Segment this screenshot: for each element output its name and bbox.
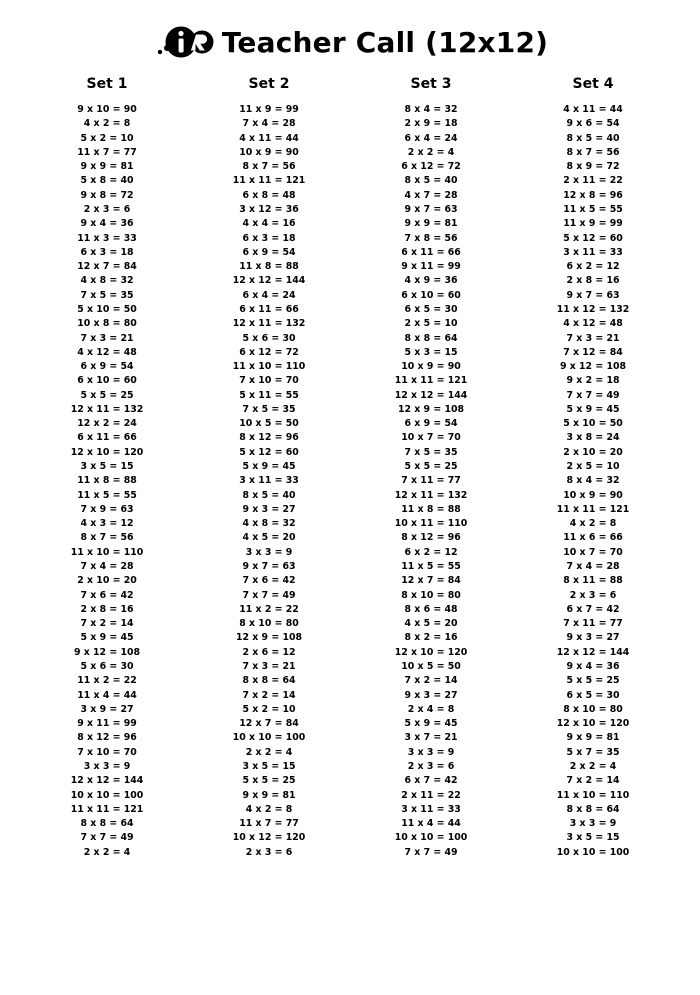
- list-item: 2 x 2 = 4: [245, 746, 293, 758]
- list-item: 5 x 7 = 35: [566, 746, 620, 758]
- list-item: 5 x 8 = 40: [80, 175, 134, 187]
- list-item: 7 x 12 = 84: [563, 346, 623, 358]
- list-item: 3 x 5 = 15: [566, 832, 620, 844]
- list-item: 8 x 6 = 48: [404, 603, 458, 615]
- list-item: 7 x 3 = 21: [80, 332, 134, 344]
- list-item: 5 x 5 = 25: [404, 461, 458, 473]
- list-item: 9 x 2 = 18: [566, 375, 620, 387]
- list-item: 5 x 5 = 25: [80, 389, 134, 401]
- list-item: 6 x 8 = 48: [242, 189, 296, 201]
- list-item: 7 x 7 = 49: [80, 832, 134, 844]
- set-title: Set 3: [410, 76, 452, 92]
- list-item: 9 x 4 = 36: [566, 660, 620, 672]
- list-item: 11 x 8 = 88: [239, 261, 299, 273]
- list-item: 9 x 9 = 81: [404, 218, 458, 230]
- list-item: 10 x 9 = 90: [401, 361, 461, 373]
- list-item: 7 x 3 = 21: [566, 332, 620, 344]
- list-item: 12 x 10 = 120: [70, 446, 144, 458]
- list-item: 12 x 9 = 108: [235, 632, 303, 644]
- list-item: 11 x 6 = 66: [563, 532, 623, 544]
- list-item: 7 x 5 = 35: [404, 446, 458, 458]
- list-item: 9 x 3 = 27: [242, 503, 296, 515]
- list-item: 11 x 10 = 110: [232, 361, 306, 373]
- list-item: 6 x 2 = 12: [566, 261, 620, 273]
- list-item: 10 x 5 = 50: [401, 660, 461, 672]
- list-item: 2 x 10 = 20: [77, 575, 137, 587]
- list-item: 10 x 11 = 110: [394, 518, 468, 530]
- list-item: 10 x 7 = 70: [563, 546, 623, 558]
- list-item: 10 x 9 = 90: [239, 146, 299, 158]
- list-item: 12 x 7 = 84: [401, 575, 461, 587]
- list-item: 11 x 5 = 55: [401, 561, 461, 572]
- list-item: 7 x 6 = 42: [242, 575, 296, 587]
- list-item: 5 x 6 = 30: [80, 660, 134, 672]
- list-item: 12 x 8 = 96: [563, 189, 623, 201]
- list-item: 5 x 12 = 60: [239, 446, 299, 458]
- list-item: 7 x 5 = 35: [80, 289, 134, 301]
- list-item: 2 x 10 = 20: [563, 446, 623, 458]
- list-item: 6 x 11 = 66: [77, 432, 137, 444]
- list-item: 7 x 4 = 28: [242, 118, 296, 130]
- list-item: 12 x 10 = 120: [394, 646, 468, 658]
- list-item: 3 x 11 = 33: [239, 475, 299, 487]
- set-title: Set 1: [86, 76, 128, 92]
- list-item: 6 x 12 = 72: [239, 346, 299, 358]
- set-column-1: [26, 76, 188, 860]
- list-item: 8 x 9 = 72: [566, 161, 620, 173]
- list-item: 6 x 4 = 24: [404, 132, 458, 144]
- list-item: 11 x 11 = 121: [232, 175, 306, 187]
- list-item: 4 x 8 = 32: [80, 275, 134, 287]
- list-item: 12 x 11 = 132: [394, 489, 468, 501]
- list-item: 11 x 8 = 88: [77, 475, 137, 487]
- list-item: 4 x 9 = 36: [404, 275, 458, 287]
- list-item: 4 x 8 = 32: [242, 518, 296, 530]
- list-item: 11 x 7 = 77: [77, 146, 137, 158]
- list-item: 8 x 11 = 88: [563, 575, 623, 587]
- list-item: 5 x 9 = 45: [566, 403, 620, 415]
- list-item: 6 x 2 = 12: [404, 546, 458, 558]
- list-item: 3 x 8 = 24: [566, 432, 620, 444]
- list-item: 7 x 8 = 56: [404, 232, 458, 244]
- list-item: 10 x 12 = 120: [232, 832, 306, 844]
- list-item: 6 x 5 = 30: [404, 303, 458, 315]
- list-item: 10 x 10 = 100: [556, 846, 630, 858]
- list-item: 5 x 12 = 60: [563, 232, 623, 244]
- list-item: 8 x 8 = 64: [242, 675, 296, 687]
- list-item: 4 x 5 = 20: [404, 618, 458, 630]
- list-item: 4 x 2 = 8: [245, 803, 293, 815]
- list-item: 8 x 7 = 56: [566, 146, 620, 158]
- list-item: 11 x 5 = 55: [77, 489, 137, 501]
- list-item: 2 x 6 = 12: [242, 646, 296, 658]
- list-item: 12 x 7 = 84: [77, 261, 137, 273]
- list-item: 8 x 5 = 40: [404, 175, 458, 187]
- list-item: 7 x 11 = 77: [401, 475, 461, 487]
- list-item: 6 x 7 = 42: [566, 603, 620, 615]
- list-item: 12 x 10 = 120: [556, 718, 630, 730]
- list-item: 7 x 10 = 70: [239, 375, 299, 387]
- list-item: 5 x 10 = 50: [77, 303, 137, 315]
- list-item: 3 x 12 = 36: [239, 203, 299, 215]
- list-item: 5 x 5 = 25: [242, 775, 296, 787]
- list-item: 6 x 10 = 60: [401, 289, 461, 301]
- list-item: 10 x 5 = 50: [239, 418, 299, 430]
- list-item: 12 x 11 = 132: [232, 318, 306, 330]
- list-item: 7 x 2 = 14: [404, 675, 458, 687]
- list-item: 3 x 3 = 9: [83, 760, 131, 772]
- list-item: 11 x 12 = 132: [556, 303, 630, 315]
- list-item: 8 x 8 = 64: [80, 818, 134, 830]
- list-item: 7 x 3 = 21: [242, 660, 296, 672]
- list-item: 5 x 9 = 45: [80, 632, 134, 644]
- list-item: 11 x 2 = 22: [239, 603, 299, 615]
- list-item: 8 x 8 = 64: [404, 332, 458, 344]
- list-item: 2 x 5 = 10: [566, 461, 620, 473]
- list-item: 9 x 7 = 63: [404, 203, 458, 215]
- list-item: 9 x 9 = 81: [80, 161, 134, 173]
- page-header: [0, 0, 700, 66]
- list-item: 2 x 8 = 16: [80, 603, 134, 615]
- list-item: 8 x 10 = 80: [563, 703, 623, 715]
- list-item: 5 x 2 = 10: [80, 132, 134, 144]
- list-item: 11 x 9 = 99: [563, 218, 623, 230]
- list-item: 12 x 12 = 144: [70, 775, 144, 787]
- list-item: 11 x 11 = 121: [394, 375, 468, 387]
- list-item: 9 x 9 = 81: [566, 732, 620, 744]
- list-item: 9 x 3 = 27: [566, 632, 620, 644]
- list-item: 9 x 11 = 99: [401, 261, 461, 273]
- question-list-1: [26, 103, 188, 860]
- list-item: 9 x 8 = 72: [80, 189, 134, 201]
- list-item: 11 x 5 = 55: [563, 203, 623, 215]
- list-item: 11 x 4 = 44: [77, 689, 137, 701]
- list-item: 2 x 8 = 16: [566, 275, 620, 287]
- set-column-3: [350, 76, 512, 860]
- list-item: 2 x 3 = 6: [407, 760, 455, 772]
- list-item: 11 x 10 = 110: [556, 789, 630, 801]
- list-item: 12 x 9 = 108: [397, 403, 465, 415]
- list-item: 9 x 12 = 108: [559, 361, 627, 373]
- list-item: 12 x 12 = 144: [394, 389, 468, 401]
- list-item: 11 x 11 = 121: [70, 803, 144, 815]
- list-item: 11 x 7 = 77: [239, 818, 299, 830]
- list-item: 9 x 12 = 108: [73, 646, 141, 658]
- list-item: 5 x 6 = 30: [242, 332, 296, 344]
- list-item: 5 x 9 = 45: [404, 718, 458, 730]
- list-item: 8 x 8 = 64: [566, 803, 620, 815]
- list-item: 8 x 2 = 16: [404, 632, 458, 644]
- set-column-2: [188, 76, 350, 860]
- set-title: Set 4: [572, 76, 614, 92]
- list-item: 7 x 2 = 14: [80, 618, 134, 630]
- ir-logo-icon: [152, 22, 214, 62]
- list-item: 2 x 9 = 18: [404, 118, 458, 130]
- list-item: 7 x 7 = 49: [566, 389, 620, 401]
- list-item: 6 x 11 = 66: [401, 246, 461, 258]
- list-item: 2 x 11 = 22: [401, 789, 461, 801]
- list-item: 8 x 7 = 56: [80, 532, 134, 544]
- question-list-4: [512, 103, 674, 860]
- list-item: 9 x 7 = 63: [566, 289, 620, 301]
- set-column-4: [512, 76, 674, 860]
- list-item: 2 x 5 = 10: [404, 318, 458, 330]
- list-item: 11 x 3 = 33: [77, 232, 137, 244]
- list-item: 4 x 2 = 8: [83, 118, 131, 130]
- list-item: 11 x 8 = 88: [401, 503, 461, 515]
- list-item: 7 x 11 = 77: [563, 618, 623, 630]
- list-item: 5 x 5 = 25: [566, 675, 620, 687]
- list-item: 6 x 3 = 18: [242, 232, 296, 244]
- list-item: 3 x 11 = 33: [401, 803, 461, 815]
- list-item: 6 x 9 = 54: [242, 246, 296, 258]
- list-item: 9 x 11 = 99: [77, 718, 137, 730]
- list-item: 8 x 7 = 56: [242, 161, 296, 173]
- list-item: 5 x 11 = 55: [239, 389, 299, 401]
- list-item: 8 x 10 = 80: [401, 589, 461, 601]
- set-title: Set 2: [248, 76, 290, 92]
- list-item: 8 x 12 = 96: [401, 532, 461, 544]
- list-item: 3 x 11 = 33: [563, 246, 623, 258]
- question-list-3: [350, 103, 512, 860]
- list-item: 3 x 3 = 9: [245, 546, 293, 558]
- list-item: 4 x 12 = 48: [77, 346, 137, 358]
- list-item: 8 x 12 = 96: [77, 732, 137, 744]
- list-item: 2 x 4 = 8: [407, 703, 455, 715]
- list-item: 9 x 9 = 81: [242, 789, 296, 801]
- list-item: 12 x 11 = 132: [70, 403, 144, 415]
- list-item: 4 x 5 = 20: [242, 532, 296, 544]
- list-item: 9 x 7 = 63: [242, 561, 296, 572]
- list-item: 3 x 3 = 9: [407, 746, 455, 758]
- list-item: 3 x 3 = 9: [569, 818, 617, 830]
- list-item: 8 x 4 = 32: [566, 475, 620, 487]
- list-item: 2 x 11 = 22: [563, 175, 623, 187]
- question-list-2: [188, 103, 350, 860]
- list-item: 12 x 12 = 144: [232, 275, 306, 287]
- list-item: 11 x 11 = 121: [556, 503, 630, 515]
- list-item: 6 x 9 = 54: [80, 361, 134, 373]
- list-item: 9 x 4 = 36: [80, 218, 134, 230]
- list-item: 10 x 10 = 100: [232, 732, 306, 744]
- list-item: 9 x 6 = 54: [566, 118, 620, 130]
- list-item: 10 x 8 = 80: [77, 318, 137, 330]
- list-item: 2 x 2 = 4: [407, 146, 455, 158]
- list-item: 2 x 2 = 4: [83, 846, 131, 858]
- list-item: 5 x 2 = 10: [242, 703, 296, 715]
- list-item: 8 x 5 = 40: [242, 489, 296, 501]
- list-item: 7 x 10 = 70: [77, 746, 137, 758]
- list-item: 4 x 2 = 8: [569, 518, 617, 530]
- list-item: 4 x 3 = 12: [80, 518, 134, 530]
- list-item: 8 x 5 = 40: [566, 132, 620, 144]
- list-item: 2 x 2 = 4: [569, 760, 617, 772]
- list-item: 3 x 7 = 21: [404, 732, 458, 744]
- page-title: Teacher Call (12x12): [221, 25, 549, 59]
- list-item: 8 x 12 = 96: [239, 432, 299, 444]
- list-item: 6 x 5 = 30: [566, 689, 620, 701]
- list-item: 8 x 4 = 32: [404, 104, 458, 115]
- list-item: 7 x 9 = 63: [80, 503, 134, 515]
- list-item: 7 x 2 = 14: [242, 689, 296, 701]
- list-item: 7 x 7 = 49: [242, 589, 296, 601]
- list-item: 12 x 12 = 144: [556, 646, 630, 658]
- list-item: 7 x 5 = 35: [242, 403, 296, 415]
- list-item: 3 x 9 = 27: [80, 703, 134, 715]
- list-item: 10 x 10 = 100: [70, 789, 144, 801]
- list-item: 9 x 10 = 90: [77, 104, 137, 115]
- list-item: 7 x 4 = 28: [80, 561, 134, 572]
- list-item: 6 x 12 = 72: [401, 161, 461, 173]
- list-item: 6 x 10 = 60: [77, 375, 137, 387]
- list-item: 12 x 7 = 84: [239, 718, 299, 730]
- list-item: 4 x 12 = 48: [563, 318, 623, 330]
- list-item: 11 x 2 = 22: [77, 675, 137, 687]
- list-item: 7 x 2 = 14: [566, 775, 620, 787]
- list-item: 6 x 9 = 54: [404, 418, 458, 430]
- sets-container: [0, 76, 700, 860]
- list-item: 8 x 10 = 80: [239, 618, 299, 630]
- list-item: 6 x 4 = 24: [242, 289, 296, 301]
- list-item: 6 x 7 = 42: [404, 775, 458, 787]
- list-item: 6 x 3 = 18: [80, 246, 134, 258]
- list-item: 7 x 6 = 42: [80, 589, 134, 601]
- list-item: 3 x 5 = 15: [80, 461, 134, 473]
- list-item: 2 x 3 = 6: [569, 589, 617, 601]
- list-item: 5 x 3 = 15: [404, 346, 458, 358]
- list-item: 7 x 4 = 28: [566, 561, 620, 572]
- list-item: 10 x 10 = 100: [394, 832, 468, 844]
- list-item: 10 x 9 = 90: [563, 489, 623, 501]
- list-item: 7 x 7 = 49: [404, 846, 458, 858]
- list-item: 4 x 11 = 44: [239, 132, 299, 144]
- list-item: 9 x 3 = 27: [404, 689, 458, 701]
- list-item: 10 x 7 = 70: [401, 432, 461, 444]
- list-item: 6 x 11 = 66: [239, 303, 299, 315]
- list-item: 12 x 2 = 24: [77, 418, 137, 430]
- list-item: 11 x 4 = 44: [401, 818, 461, 830]
- list-item: 2 x 3 = 6: [83, 203, 131, 215]
- list-item: 5 x 9 = 45: [242, 461, 296, 473]
- list-item: 4 x 11 = 44: [563, 104, 623, 115]
- list-item: 4 x 4 = 16: [242, 218, 296, 230]
- list-item: 4 x 7 = 28: [404, 189, 458, 201]
- list-item: 3 x 5 = 15: [242, 760, 296, 772]
- list-item: 11 x 9 = 99: [239, 104, 299, 115]
- list-item: 11 x 10 = 110: [70, 546, 144, 558]
- list-item: 2 x 3 = 6: [245, 846, 293, 858]
- list-item: 5 x 10 = 50: [563, 418, 623, 430]
